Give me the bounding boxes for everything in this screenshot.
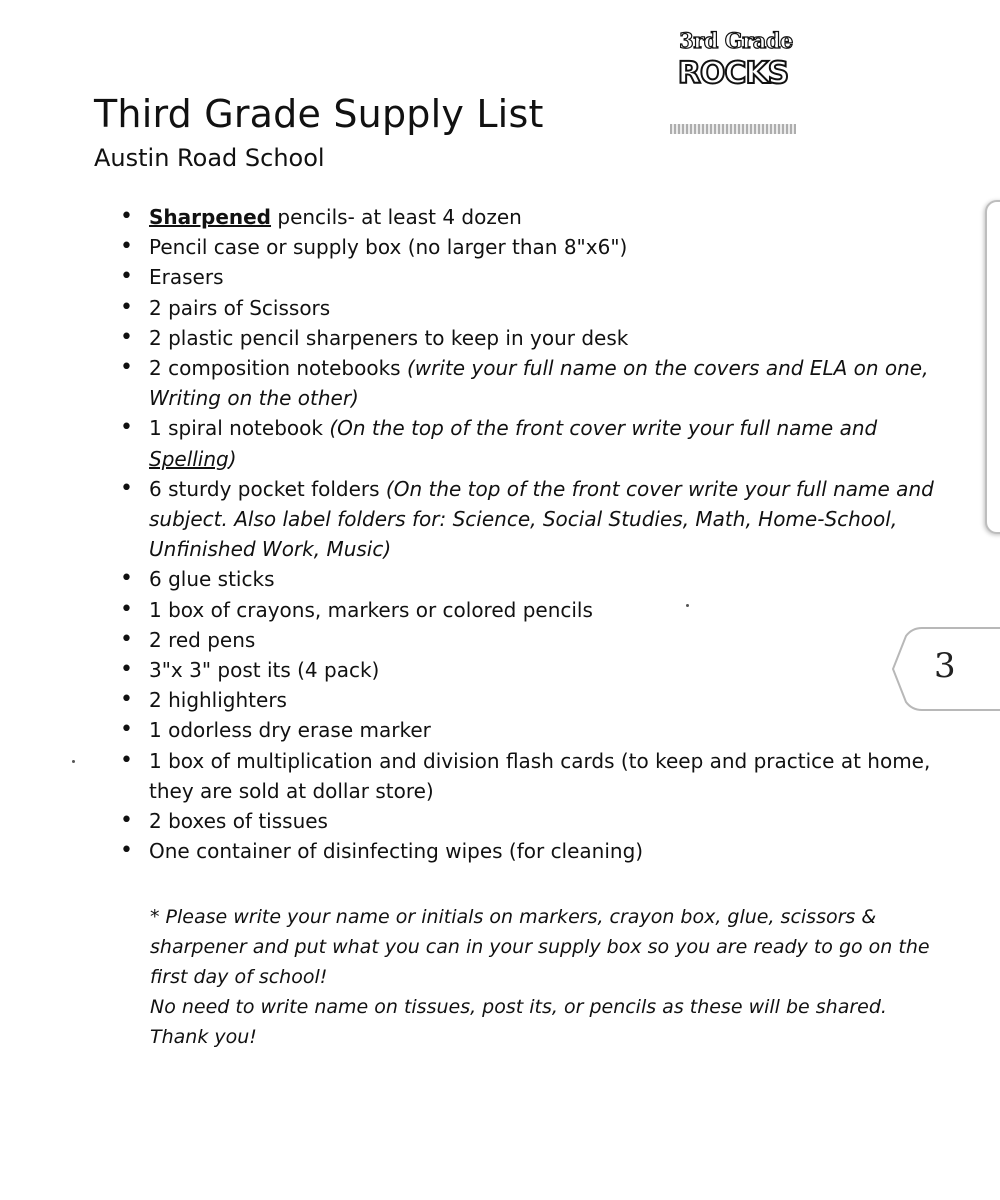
footnote-line: No need to write name on tissues, post its, or pencils as these will be shared. — [150, 996, 887, 1018]
list-item — [120, 806, 940, 836]
item-emphasis: Sharpened — [149, 205, 272, 229]
list-item — [120, 685, 940, 715]
logo-strip — [670, 124, 796, 134]
scan-speck — [686, 604, 689, 607]
logo-line2: ROCKS — [677, 56, 789, 91]
page-number: 3 — [934, 646, 956, 686]
item-text: Erasers — [149, 265, 224, 290]
item-text: One container of disinfecting wipes (for cleaning) — [149, 839, 644, 864]
school-name: Austin Road School — [94, 144, 325, 172]
item-text: 1 odorless dry erase marker — [149, 718, 431, 743]
list-item — [120, 202, 940, 232]
supply-list — [120, 202, 940, 866]
list-item — [120, 293, 940, 323]
page-indicator-tab[interactable] — [890, 626, 1000, 712]
item-note-end: ) — [228, 446, 237, 471]
list-item — [120, 474, 940, 565]
list-item — [120, 655, 940, 685]
item-text: Pencil case or supply box (no larger than 8"x6") — [149, 235, 628, 260]
list-item — [120, 232, 940, 262]
list-item — [120, 353, 940, 413]
list-item — [120, 746, 940, 806]
item-text: 3"x 3" post its (4 pack) — [149, 658, 380, 683]
logo-line1: 3rd Grade — [679, 28, 793, 53]
list-item — [120, 595, 940, 625]
item-text: 2 highlighters — [149, 688, 287, 713]
item-note: (On the top of the front cover write your full name and — [329, 416, 878, 441]
item-note: (On the top of the front cover write your full name and subject. Also label folders for: Science, Social Studies, Math, Home-School, Unfinished Work, Music) — [149, 476, 934, 562]
item-note: (write your full name on the covers and ELA on one, Writing on the other) — [149, 356, 929, 411]
item-text: 2 pairs of Scissors — [149, 295, 331, 320]
list-item — [120, 413, 940, 473]
list-item — [120, 564, 940, 594]
item-text: 1 box of multiplication and division flash cards (to keep and practice at home, they are sold at dollar store) — [149, 748, 931, 803]
list-item — [120, 625, 940, 655]
item-note-underlined: Spelling — [149, 446, 229, 471]
item-text: 1 box of crayons, markers or colored pencils — [149, 597, 593, 622]
item-text: 6 glue sticks — [149, 567, 275, 592]
list-item — [120, 836, 940, 866]
item-text: 2 composition notebooks — [149, 356, 407, 381]
footnote — [150, 902, 950, 1052]
page-title: Third Grade Supply List — [94, 92, 544, 136]
item-text: 6 sturdy pocket folders — [149, 476, 386, 501]
footnote-line: * Please write your name or initials on markers, crayon box, glue, scissors & sharpener and put what you can in your supply box so you are ready to go on the first day of school! — [150, 906, 930, 988]
item-text: pencils- at least 4 dozen — [271, 205, 522, 229]
list-item — [120, 323, 940, 353]
list-item — [120, 715, 940, 745]
item-text: 2 red pens — [149, 627, 256, 652]
scan-speck — [72, 760, 75, 763]
third-grade-rocks-logo — [666, 28, 800, 140]
side-panel-handle[interactable] — [985, 200, 1000, 534]
item-text: 1 spiral notebook — [149, 416, 330, 441]
item-text: 2 boxes of tissues — [149, 809, 328, 834]
footnote-line: Thank you! — [150, 1026, 257, 1048]
list-item — [120, 262, 940, 292]
item-text: 2 plastic pencil sharpeners to keep in your desk — [149, 325, 629, 350]
